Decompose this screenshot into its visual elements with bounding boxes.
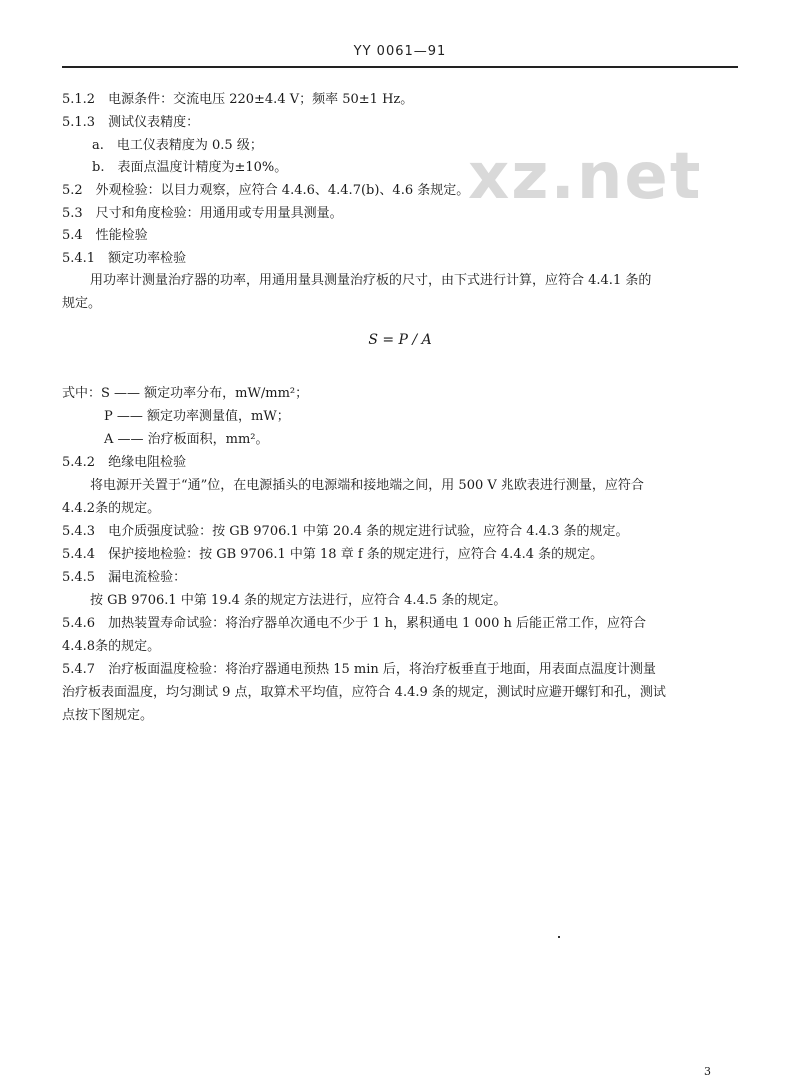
text-line: 点按下图规定。 [62,708,154,723]
text-line: 5.4.4 保护接地检验：按 GB 9706.1 中第 18 章 f 条的规定进行，应符合 4.4.4 条的规定。 [62,547,604,562]
where-line: A —— 治疗板面积，mm²。 [104,432,269,447]
text-line: 5.4.2 绝缘电阻检验 [62,455,187,470]
text-line: 按 GB 9706.1 中第 19.4 条的规定方法进行，应符合 4.4.5 条的规定。 [90,593,507,608]
text-line: a. 电工仪表精度为 0.5 级； [92,138,263,153]
text-line: 5.1.2 电源条件：交流电压 220±4.4 V；频率 50±1 Hz。 [62,92,414,107]
text-line: 5.4 性能检验 [62,228,148,243]
page-header: YY 0061—91 [353,44,447,59]
text-line: 5.4.6 加热装置寿命试验：将治疗器单次通电不少于 1 h，累积通电 1 000 h 后能正常工作，应符合 [62,616,646,631]
text-line: 规定。 [62,296,102,311]
text-line: 5.4.7 治疗板面温度检验：将治疗器通电预热 15 min 后，将治疗板垂直于地面，用表面点温度计测量 [62,662,656,677]
text-line: 5.4.3 电介质强度试验：按 GB 9706.1 中第 20.4 条的规定进行试验，应符合 4.4.3 条的规定。 [62,524,629,539]
speck [558,936,560,938]
equation: S = P / A [368,332,432,348]
where-line: P —— 额定功率测量值，mW； [104,409,290,424]
watermark: xz.net [468,140,703,214]
text-line: 用功率计测量治疗器的功率，用通用量具测量治疗板的尺寸，由下式进行计算，应符合 4.4.1 条的 [90,273,652,288]
text-line: 5.2 外观检验：以目力观察，应符合 4.4.6、4.4.7(b)、4.6 条规定。 [62,183,470,198]
text-line: 5.4.1 额定功率检验 [62,251,187,266]
text-line: 5.1.3 测试仪表精度： [62,115,200,130]
text-line: 4.4.2条的规定。 [62,501,161,516]
where-line: 式中：S —— 额定功率分布，mW/mm²； [62,386,309,401]
text-line: 5.4.5 漏电流检验： [62,570,187,585]
header-rule [62,66,738,68]
text-line: 5.3 尺寸和角度检验：用通用或专用量具测量。 [62,206,343,221]
page-number: 3 [704,1065,711,1078]
text-line: 4.4.8条的规定。 [62,639,161,654]
text-line: 将电源开关置于“通”位，在电源插头的电源端和接地端之间，用 500 V 兆欧表进行测量，应符合 [90,478,644,493]
text-line: 治疗板表面温度，均匀測试 9 点，取算术平均值，应符合 4.4.9 条的规定，测试时应避开螺钉和孔，测试 [62,685,666,700]
text-line: b. 表面点温度计精度为±10%。 [92,160,288,175]
